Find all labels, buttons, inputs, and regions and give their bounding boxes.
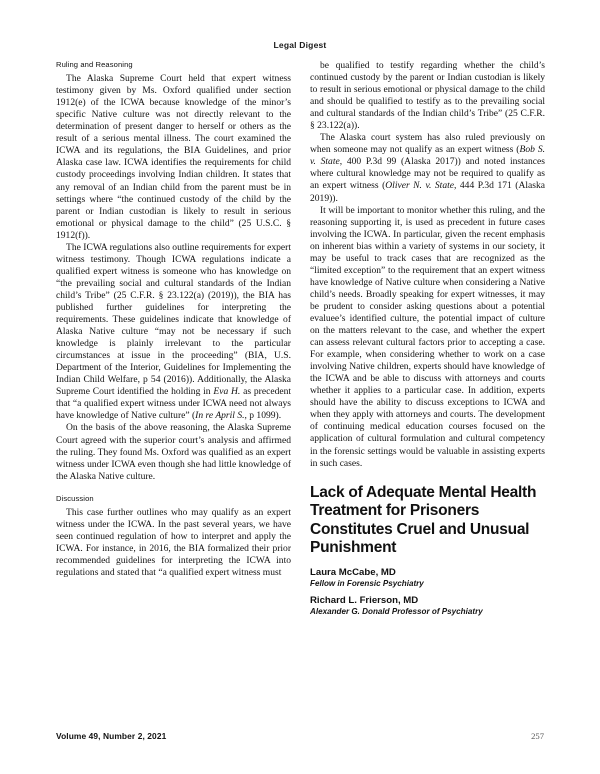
paragraph-monitor-precedent xyxy=(310,205,545,470)
left-column xyxy=(56,60,291,705)
next-article-header xyxy=(310,484,545,617)
author-affiliation: Fellow in Forensic Psychiatry xyxy=(310,578,424,588)
case-citation-eva-h: Eva H. xyxy=(213,386,241,398)
section-heading-discussion: Discussion xyxy=(56,493,94,503)
author-block-2 xyxy=(310,595,545,617)
paragraph-basis-of-reasoning xyxy=(56,422,291,482)
article-title: Lack of Adequate Mental Health Treatment for Prisoners Constitutes Cruel and Unusual Punishment xyxy=(310,483,537,557)
paragraph-text: This case further outlines who may qualify as an expert witness under the ICWA. In the past several years, we have seen continued regulation of how to interpret and apply the ICWA. For instance, in 2016, the BIA formalized their prior recommended guidelines for interpreting the ICWA into regulations and stated that “a qualified expert witness must xyxy=(56,506,291,579)
paragraph-text-part-1: The ICWA regulations also outline requirements for expert witness testimony. Though ICWA regulations indicate a qualified expert witness is someone who has knowledge on “the prevailing social and cultural standards of the Indian child’s Tribe” (25 C.F.R. § 23.122(a) (2019)), the BIA has published further guidelines for interpreting the requirements. These guidelines indicate that knowledge of Alaska Native culture “may not be necessary if such knowledge is plainly irrelevant to the particular circumstances at issue in the proceeding” (BIA, U.S. Department of the Interior, Guidelines for Implementing the Indian Child Welfare, p 54 (2016)). Additionally, the Alaska Supreme Court identified the holding in xyxy=(56,241,291,398)
page-number: 257 xyxy=(531,731,544,741)
paragraph-discussion-first xyxy=(56,507,291,579)
case-citation-bob-s-v-state: Bob S. v. State xyxy=(310,144,545,168)
paragraph-icwa-regulations xyxy=(56,242,291,423)
running-head: Legal Digest xyxy=(273,40,327,50)
case-citation-in-re-april-s: In re April S. xyxy=(195,410,245,422)
author-affiliation: Alexander G. Donald Professor of Psychiatry xyxy=(310,606,483,616)
paragraph-text-part-3: , p 1099). xyxy=(244,410,282,422)
right-column xyxy=(310,60,545,705)
paragraph-text: The Alaska Supreme Court held that expert witness testimony given by Ms. Oxford qualified under section 1912(e) of the ICWA because knowledge of the minor’s specific Native culture was not directly relevant to the determination of present danger to herself or others as the result of a serious mental illness. The court examined the ICWA and its regulations, the BIA Guidelines, and prior Alaska case law. ICWA identifies the requirements for child custody proceedings involving Indian children. It states that any removal of an Indian child from the parent must be in settings where “the continued custody of the child by the parent or Indian custodian is likely to result in serious emotional or physical damage to the child” (25 U.S.C. § 1912(f)). xyxy=(56,73,291,241)
paragraph-alaska-court-system xyxy=(310,132,545,204)
case-citation-oliver-n-v-state: Oliver N. v. State xyxy=(385,180,454,192)
paragraph-discussion-continued xyxy=(310,60,545,132)
paragraph-text: It will be important to monitor whether this ruling, and the reasoning supporting it, is used as precedent in future cases involving the ICWA. In particular, given the recent emphasis on inherent bias within a variety of systems in our society, it may be useful to track cases that are recognized as the “limited exception” to the requirement that an expert witness have knowledge of Native culture when considering a Native child’s needs. Broadly speaking for expert witnesses, it may be prudent to consider asking questions about a potential evaluee’s identified culture, the potential impact of culture on the matters relevant to the case, and whether the expert can assess relevant cultural factors prior to accepting a case. For example, when considering whether to work on a case involving Native children, experts should have knowledge of the ICWA and be able to discuss with attorneys and courts whether it applies to a particular case. In addition, experts should have the ability to discuss exceptions to ICWA and when they apply with attorneys and courts. The development of continuing medical education courses focused on the application of cultural formulation and cultural competency in the forensic settings would be valuable in assisting experts in such cases. xyxy=(310,204,545,469)
volume-issue-year: Volume 49, Number 2, 2021 xyxy=(56,731,167,741)
paragraph-ruling-first xyxy=(56,73,291,242)
author-block-1 xyxy=(310,567,545,589)
paragraph-text-part-2: , 400 P.3d 99 (Alaska 2017)) and noted instances where cultural knowledge may not be required to qualify as an expert witness ( xyxy=(310,156,545,192)
page-footer xyxy=(56,731,544,741)
author-name: Laura McCabe, MD xyxy=(310,566,396,578)
author-name: Richard L. Frierson, MD xyxy=(310,594,419,606)
two-column-body xyxy=(56,60,545,705)
paragraph-text-part-3: , 444 P.3d 171 (Alaska 2019)). xyxy=(310,180,545,204)
paragraph-text: On the basis of the above reasoning, the Alaska Supreme Court agreed with the superior court’s analysis and affirmed the ruling. They found Ms. Oxford was qualified as an expert witness under ICWA even though she had little knowledge of the Alaska Native culture. xyxy=(56,422,291,482)
section-heading-ruling-and-reasoning: Ruling and Reasoning xyxy=(56,60,133,69)
paragraph-text: be qualified to testify regarding whether the child’s continued custody by the parent or Indian custodian is likely to result in serious emotional or physical damage to the child and should be qualified to testify as to the prevailing social and cultural standards of the Indian child’s Tribe” (25 C.F.R. § 23.122(a)). xyxy=(310,60,545,132)
paragraph-text-part-1: The Alaska court system has also ruled previously on when someone may not qualify as an expert witness ( xyxy=(310,132,545,156)
paragraph-text-part-2: as precedent that “a qualified expert witness under ICWA need not always have knowledge of Native culture” ( xyxy=(56,386,291,422)
